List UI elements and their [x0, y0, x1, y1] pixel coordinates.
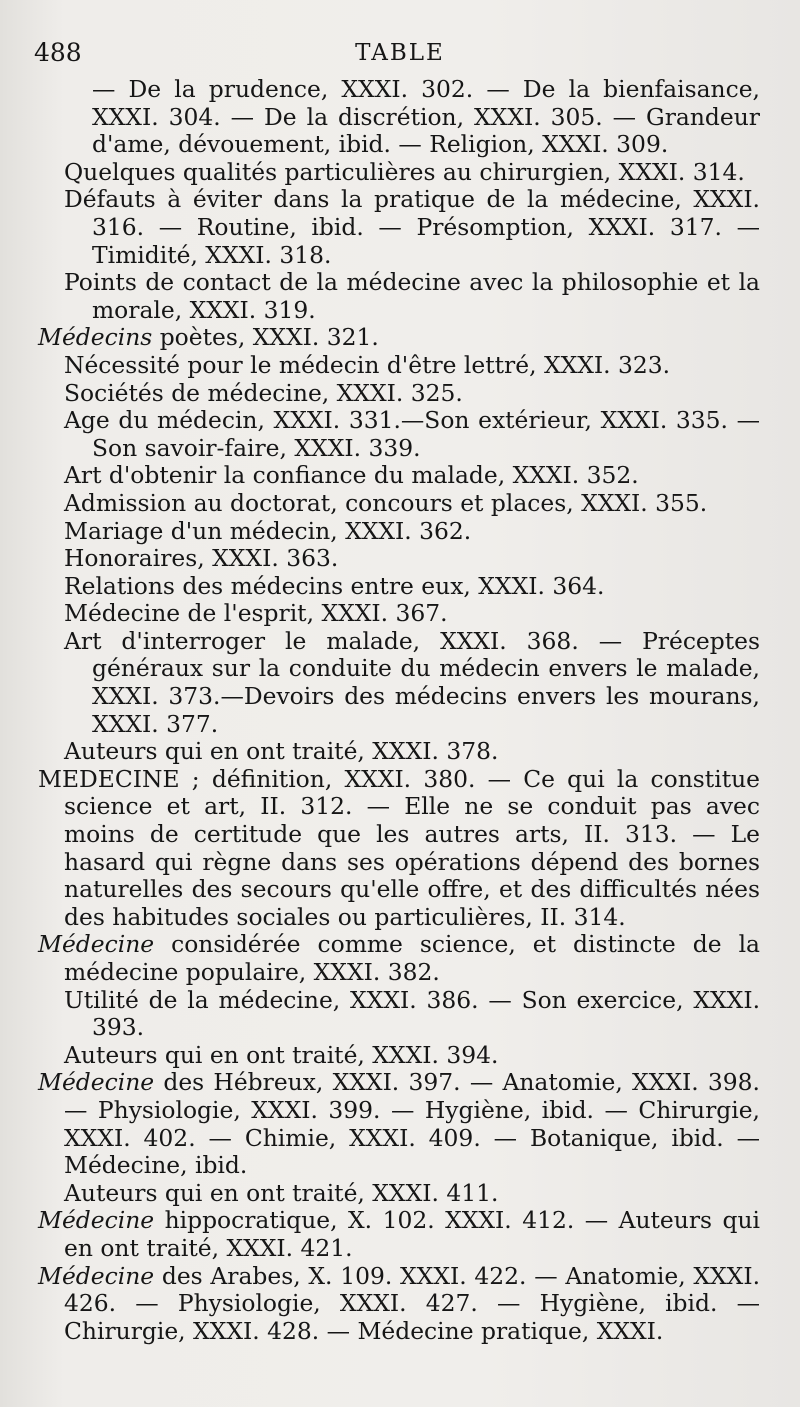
- index-entry: [38, 930, 760, 986]
- entry-text: Défauts à éviter dans la pratique de la médecine, XXXI. 316. — Routine, ibid. — Présomption, XXXI. 317. — Timidité, XXXI. 318.: [64, 185, 760, 269]
- index-entry: [64, 461, 760, 490]
- index-entry: [64, 737, 760, 766]
- index-entry: [64, 488, 760, 518]
- index-entry: [38, 1261, 760, 1346]
- entry-text: Auteurs qui en ont traité, XXXI. 394.: [64, 1040, 499, 1069]
- index-entry: [64, 350, 760, 380]
- index-entry: [64, 1178, 760, 1208]
- index-entry: [38, 1068, 760, 1180]
- index-entry: [64, 185, 760, 269]
- index-entry: [64, 544, 760, 573]
- index-entry: [64, 626, 760, 738]
- entry-text: hippocratique, X. 102. XXXI. 412. — Auteurs qui en ont traité, XXXI. 421.: [64, 1206, 760, 1262]
- index-entry: [64, 406, 760, 462]
- index-entry: [38, 764, 760, 932]
- entry-text: Points de contact de la médecine avec la philosophie et la morale, XXXI. 319.: [64, 268, 760, 324]
- entry-text: poètes, XXXI. 321.: [152, 323, 379, 352]
- entry-text: Auteurs qui en ont traité, XXXI. 378.: [64, 737, 499, 766]
- index-entry: [64, 157, 760, 187]
- index-entry: [64, 516, 760, 546]
- entry-text: Nécessité pour le médecin d'être lettré, XXXI. 323.: [64, 350, 671, 379]
- entry-text: Sociétés de médecine, XXXI. 325.: [64, 378, 463, 407]
- index-entry: [64, 571, 760, 601]
- entry-text: Utilité de la médecine, XXXI. 386. — Son exercice, XXXI. 393.: [64, 985, 760, 1042]
- entry-text: Age du médecin, XXXI. 331.—Son extérieur, XXXI. 335. — Son savoir-faire, XXXI. 339.: [64, 406, 760, 462]
- entry-heading: Médecine: [38, 1206, 155, 1235]
- entry-heading: Médecins: [38, 323, 153, 352]
- index-entry: [64, 378, 760, 408]
- index-entry: [38, 1206, 760, 1262]
- entry-text: considérée comme science, et distincte de la médecine populaire, XXXI. 382.: [64, 930, 760, 986]
- entry-text: des Hébreux, XXXI. 397. — Anatomie, XXXI. 398. — Physiologie, XXXI. 399. — Hygiène, ibid. — Chirurgie, XXXI. 402. — Chimie, XXXI. 409. — Botanique, ibid. — Médecine, ibid.: [64, 1068, 760, 1180]
- index-entry: [38, 323, 760, 352]
- entry-text: des Arabes, X. 109. XXXI. 422. — Anatomie, XXXI. 426. — Physiologie, XXXI. 427. — Hygiène, ibid. — Chirurgie, XXXI. 428. — Médecine pratique, XXXI.: [64, 1261, 760, 1345]
- entry-text: Auteurs qui en ont traité, XXXI. 411.: [64, 1178, 499, 1207]
- index-entry: [64, 985, 760, 1042]
- index-entry: [64, 268, 760, 324]
- index-entry: [64, 599, 760, 628]
- entry-text: Art d'interroger le malade, XXXI. 368. — Préceptes généraux sur la conduite du médecin envers le malade, XXXI. 373.—Devoirs des médecins envers les mourans, XXXI. 377.: [64, 626, 760, 738]
- entry-heading: Médecine: [38, 930, 155, 959]
- entry-text: — De la prudence, XXXI. 302. — De la bienfaisance, XXXI. 304. — De la discrétion, XXXI. 305. — Grandeur d'ame, dévouement, ibid. — Religion, XXXI. 309.: [92, 75, 760, 159]
- entry-text: Honoraires, XXXI. 363.: [64, 544, 339, 573]
- entry-text: MEDECINE ; définition, XXXI. 380. — Ce qui la constitue science et art, II. 312. — Elle ne se conduit pas avec moins de certitude que les autres arts, II. 313. — Le hasard qui règne dans ses opérations dépend des bornes naturelles des secours qu'elle offre, et des difficultés nées des habitudes sociales ou particulières, II. 314.: [38, 764, 760, 931]
- entry-heading: Médecine: [38, 1261, 155, 1290]
- entry-text: Relations des médecins entre eux, XXXI. 364.: [64, 571, 605, 600]
- index-entry: [92, 76, 760, 159]
- entry-text: Art d'obtenir la confiance du malade, XXXI. 352.: [64, 461, 639, 490]
- index-entry: [64, 1040, 760, 1070]
- entry-text: Admission au doctorat, concours et places, XXXI. 355.: [64, 488, 708, 517]
- entry-heading: Médecine: [38, 1068, 155, 1097]
- index-entries: [38, 76, 760, 1345]
- entry-text: Mariage d'un médecin, XXXI. 362.: [64, 516, 472, 545]
- entry-text: Quelques qualités particulières au chirurgien, XXXI. 314.: [64, 157, 745, 186]
- entry-text: Médecine de l'esprit, XXXI. 367.: [64, 599, 448, 628]
- running-header: TABLE: [355, 40, 445, 66]
- page-number: 488: [34, 38, 82, 67]
